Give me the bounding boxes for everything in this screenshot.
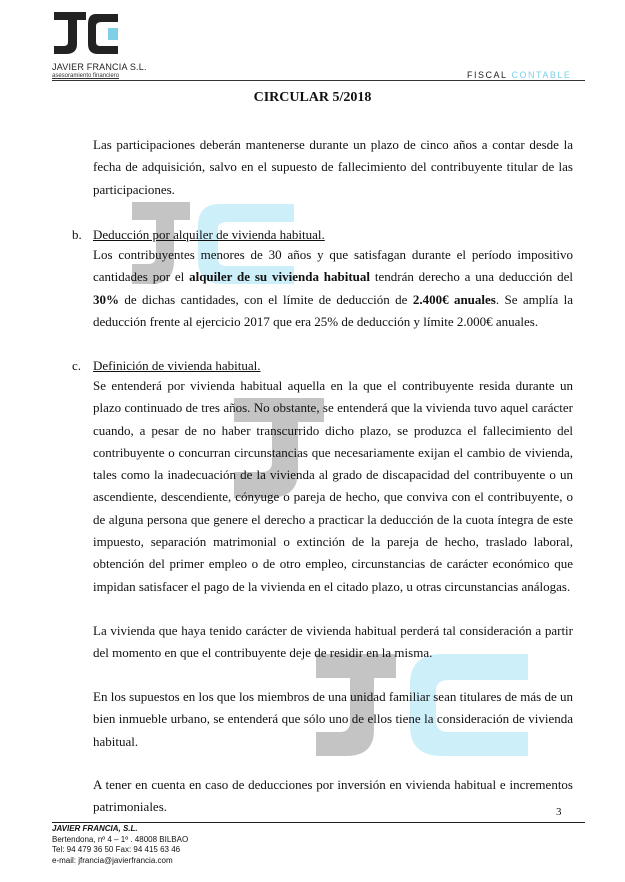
section-b-label: b. — [72, 227, 82, 242]
section-c-heading: Definición de vivienda habitual. — [93, 358, 261, 373]
footer-company: JAVIER FRANCIA, S.L. — [52, 824, 138, 833]
footer-phone: Tel: 94 479 36 50 Fax: 94 415 63 46 — [52, 845, 181, 854]
header-tags — [467, 70, 571, 80]
intro-paragraph: Las participaciones deberán mantenerse durante un plazo de cinco años a contar desde la fecha de adquisición, salvo en el supuesto de fallecimiento del contribuyente titular de las participaciones. — [93, 137, 573, 197]
header-divider — [52, 80, 585, 81]
section-c-paragraph-2: La vivienda que haya tenido carácter de vivienda habitual perderá tal consideración a partir del momento en que el contribuyente deje de residir en la misma. — [93, 623, 573, 661]
page-title: CIRCULAR 5/2018 — [253, 90, 372, 105]
section-c-paragraph-3: En los supuestos en los que los miembros de una unidad familiar sean titulares de más de un bien inmueble urbano, se entenderá que sólo uno de ellos tiene la consideración de vivienda habitual. — [93, 689, 573, 749]
tag-contable: CONTABLE — [511, 70, 572, 80]
footer-divider — [52, 822, 585, 823]
section-b-paragraph: Los contribuyentes menores de 30 años y que satisfagan durante el período impositivo cantidades por el alquiler de su vivienda habitual tendrán derecho a una deducción del 30% de dichas cantidades, con el límite de deducción de 2.400€ anuales. Se amplía la deducción frente al ejercicio 2017 que era 25% de deducción y límite 2.000€ anuales. — [93, 247, 574, 329]
logo-subtitle: asesoramiento financiero — [52, 73, 120, 79]
company-logo — [52, 10, 162, 80]
section-b-heading: Deducción por alquiler de vivienda habitual. — [93, 227, 325, 242]
section-c-label: c. — [72, 358, 82, 373]
footer — [52, 824, 188, 866]
tag-fiscal: FISCAL — [467, 70, 508, 80]
logo-company-name: JAVIER FRANCIA S.L. — [52, 62, 147, 72]
footer-address: Bertendona, nº 4 – 1º . 48008 BILBAO — [52, 834, 189, 844]
footer-email[interactable]: e-mail: jfrancia@javierfrancia.com — [52, 855, 173, 865]
section-c-paragraph-1: Se entenderá por vivienda habitual aquella en la que el contribuyente resida durante un plazo continuado de tres años. No obstante, se entenderá que la vivienda tuvo aquel carácter cuando, a pesar de no haber transcurrido dicho plazo, se produzca el fallecimiento del contribuyente o concurran circunstancias que necesariamente exijan el cambio de vivienda, tales como la inadecuación de la vivienda al grado de discapacidad del contribuyente o un ascendiente, descendiente, cónyuge o pareja de hecho, que conviva con el contribuyente, o de alguna persona que genere el derecho a practicar la deducción de la cuota íntegra de este impuesto, separación matrimonial o extinción de la pareja de hecho, traslado laboral, obtención del primer empleo o de otro empleo, circunstancias de carácter económico que impidan satisfacer el pago de la vivienda en el citado plazo, u otras circunstancias análogas. — [93, 378, 573, 594]
section-c-paragraph-4: A tener en cuenta en caso de deducciones por inversión en vivienda habitual e incrementos patrimoniales. — [93, 777, 573, 815]
page-number: 3 — [556, 806, 562, 818]
logo-monogram-icon — [52, 10, 122, 58]
